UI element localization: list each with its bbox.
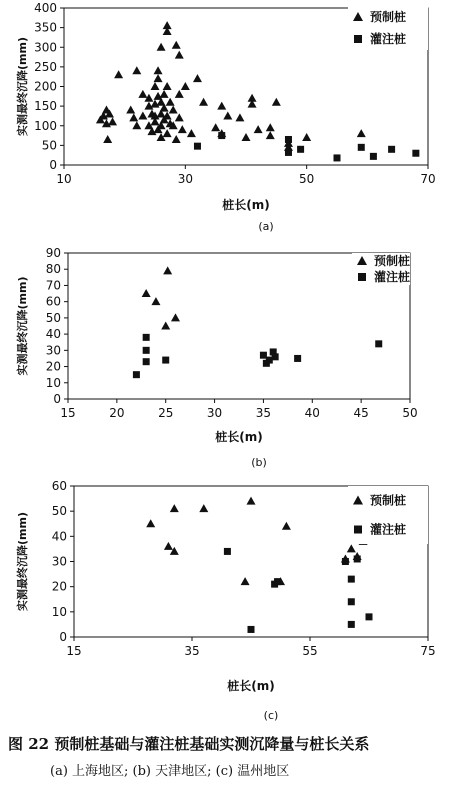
panel-2-y-tick-label: 60: [45, 294, 61, 309]
panel-3-bored-pile-point: [348, 621, 355, 628]
panel-3-x-tick-label: 55: [302, 644, 318, 658]
panel-3-bored-pile-point: [342, 558, 349, 565]
panel-3-x-tick-label: 15: [66, 644, 82, 658]
panel-3-legend-label: 灌注桩: [370, 522, 407, 537]
panel-2-y-tick-label: 40: [45, 327, 61, 342]
panel-1-legend-square-marker: [354, 35, 362, 43]
panel-2-bored-pile-point: [162, 357, 169, 364]
panel-1-precast-pile-point: [175, 90, 184, 98]
panel-1-precast-pile-point: [175, 51, 184, 59]
panel-3-precast-pile-point: [241, 577, 250, 585]
panel-3-bored-pile-point: [248, 626, 255, 633]
panel-2-bored-pile-point: [294, 355, 301, 362]
panel-3-bored-pile-point: [354, 555, 361, 562]
panel-1-precast-pile-point: [266, 123, 275, 131]
panel-3-y-tick-label: 30: [51, 554, 67, 569]
panel-1-precast-pile-point: [154, 74, 163, 82]
panel-1-precast-pile-point: [211, 123, 220, 131]
panel-2-y-axis-title: 实测最终沉降(mm): [16, 276, 29, 376]
panel-2-bored-pile-point: [375, 340, 382, 347]
panel-1-precast-pile-point: [163, 129, 172, 137]
panel-1-precast-pile-point: [199, 98, 208, 106]
panel-2-y-tick-label: 20: [45, 359, 61, 374]
panel-1-y-tick-label: 150: [34, 99, 57, 114]
panel-2-x-axis-title: 桩长(m): [215, 430, 263, 444]
panel-1-x-tick-label: 50: [299, 172, 315, 186]
figure-caption-title: 图 22 预制桩基础与灌注桩基础实测沉降量与桩长关系: [8, 735, 370, 753]
panel-2-x-tick-label: 40: [304, 406, 320, 420]
panel-1-bored-pile-point: [285, 136, 292, 143]
panel-3-precast-pile-point: [170, 504, 179, 512]
panel-1-y-tick-label: 0: [49, 158, 57, 172]
panel-1-precast-pile-point: [172, 135, 181, 143]
panel-1-legend-label: 灌注桩: [370, 32, 407, 46]
panel-1-panel-label: (a): [258, 220, 274, 233]
panel-2-y-tick-label: 80: [45, 262, 61, 277]
panel-1-precast-pile-point: [169, 106, 178, 114]
panel-2-panel-label: (b): [251, 456, 267, 469]
panel-2-y-tick-label: 30: [45, 343, 61, 358]
panel-2-legend-square-marker: [358, 273, 366, 281]
panel-1-precast-pile-point: [193, 74, 202, 82]
panel-1-bored-pile-point: [334, 154, 341, 161]
panel-1-precast-pile-point: [357, 129, 366, 137]
panel-1-x-tick-label: 10: [56, 172, 72, 186]
panel-3-y-axis-title: 实测最终沉降(mm): [16, 512, 29, 611]
panel-1-precast-pile-point: [217, 102, 226, 110]
panel-3-precast-pile-point: [164, 542, 173, 550]
panel-1-bored-pile-point: [358, 144, 365, 151]
panel-1-precast-pile-point: [178, 125, 187, 133]
panel-2-precast-pile-point: [151, 297, 160, 305]
panel-1-precast-pile-point: [126, 106, 135, 114]
panel-1-precast-pile-point: [114, 70, 123, 78]
panel-2-bored-pile-point: [143, 347, 150, 354]
panel-1-precast-pile-point: [302, 133, 311, 141]
panel-2-x-tick-label: 20: [109, 406, 125, 420]
panel-1-bored-pile-point: [285, 149, 292, 156]
panel-1-precast-pile-point: [254, 125, 263, 133]
panel-3-x-tick-label: 35: [184, 644, 200, 658]
panel-3-precast-pile-point: [146, 519, 155, 527]
panel-1-precast-pile-point: [151, 82, 160, 90]
panel-2-y-tick-label: 0: [53, 392, 61, 406]
panel-2-precast-pile-point: [161, 322, 170, 330]
panel-3-x-tick-label: 75: [420, 644, 436, 658]
panel-1-precast-pile-point: [172, 41, 181, 49]
panel-1-precast-pile-point: [157, 43, 166, 51]
panel-1-y-tick-label: 400: [34, 1, 57, 15]
panel-1-y-axis-title: 实测最终沉降(mm): [16, 37, 29, 136]
panel-2-legend-label: 灌注桩: [374, 270, 411, 284]
panel-1-y-tick-label: 300: [34, 40, 57, 55]
panel-3-y-tick-label: 10: [51, 604, 67, 619]
panel-2-x-tick-label: 15: [60, 406, 76, 420]
panel-3-precast-pile-point: [282, 522, 291, 530]
panel-1-precast-pile-point: [138, 111, 147, 119]
panel-3-legend-square-marker: [354, 526, 362, 534]
panel-1-precast-pile-point: [154, 66, 163, 74]
panel-1-precast-pile-point: [235, 113, 244, 121]
panel-1-precast-pile-point: [181, 82, 190, 90]
panel-1-bored-pile-point: [412, 150, 419, 157]
panel-2-bored-pile-point: [143, 358, 150, 365]
panel-3-precast-pile-point: [199, 504, 208, 512]
panel-2-legend-label: 预制桩: [374, 254, 411, 268]
panel-1-x-tick-label: 70: [420, 172, 436, 186]
panel-1-precast-pile-point: [163, 82, 172, 90]
panel-1-y-tick-label: 200: [34, 79, 57, 94]
panel-1-bored-pile-point: [388, 146, 395, 153]
panel-1-precast-pile-point: [187, 129, 196, 137]
panel-2-y-tick-label: 70: [45, 278, 61, 293]
panel-1-y-tick-label: 250: [34, 59, 57, 74]
panel-1-y-tick-label: 350: [34, 20, 57, 35]
panel-1-precast-pile-point: [103, 135, 112, 143]
panel-1-precast-pile-point: [223, 111, 232, 119]
panel-2-x-tick-label: 35: [255, 406, 272, 420]
panel-1-precast-pile-point: [108, 117, 117, 125]
panel-1-legend-label: 预制桩: [370, 10, 407, 24]
panel-1-precast-pile-point: [138, 90, 147, 98]
panel-1-precast-pile-point: [242, 133, 251, 141]
panel-3-legend-label: 预制桩: [370, 493, 407, 508]
figure-caption-subtitle: (a) 上海地区; (b) 天津地区; (c) 温州地区: [50, 764, 290, 779]
panel-2-precast-pile-point: [142, 289, 151, 297]
panel-3-bored-pile-point: [366, 613, 373, 620]
panel-2-precast-pile-point: [171, 313, 180, 321]
panel-2-x-tick-label: 25: [158, 406, 174, 420]
panel-2-bored-pile-point: [133, 371, 140, 378]
panel-1-precast-pile-point: [166, 98, 175, 106]
panel-2-x-tick-label: 50: [402, 406, 418, 420]
panel-1-x-axis-title: 桩长(m): [222, 198, 270, 212]
panel-1-precast-pile-point: [132, 66, 141, 74]
panel-3-precast-pile-point: [347, 544, 356, 552]
panel-1-x-tick-label: 30: [177, 172, 193, 186]
panel-1-precast-pile-point: [266, 131, 275, 139]
panel-1-precast-pile-point: [129, 113, 138, 121]
panel-3-bored-pile-point: [224, 548, 231, 555]
panel-1-bored-pile-point: [297, 146, 304, 153]
panel-3-precast-pile-point: [247, 497, 256, 505]
panel-2-bored-pile-point: [143, 334, 150, 341]
panel-1-precast-pile-point: [132, 121, 141, 129]
panel-2-x-tick-label: 30: [206, 406, 223, 420]
panel-1-bored-pile-point: [194, 143, 201, 150]
panel-1-precast-pile-point: [160, 90, 169, 98]
panel-3-y-tick-label: 0: [59, 630, 67, 644]
panel-3-panel-label: (c): [263, 709, 279, 722]
panel-3-bored-pile-point: [348, 576, 355, 583]
panel-2-y-tick-label: 90: [45, 246, 61, 260]
panel-1-y-tick-label: 100: [34, 118, 57, 133]
panel-2-y-tick-label: 10: [45, 375, 61, 390]
panel-2-y-tick-label: 50: [45, 310, 61, 325]
panel-3-x-axis-title: 桩长(m): [227, 679, 275, 693]
panel-3-bored-pile-point: [274, 578, 281, 585]
panel-3-y-tick-label: 60: [51, 479, 67, 493]
panel-1-y-tick-label: 50: [41, 138, 57, 153]
panel-2-x-tick-label: 45: [353, 406, 369, 420]
panel-3-y-tick-label: 40: [51, 529, 67, 544]
panel-2-bored-pile-point: [272, 353, 279, 360]
panel-3-y-tick-label: 50: [51, 504, 67, 519]
panel-2-precast-pile-point: [163, 266, 172, 274]
panel-1-bored-pile-point: [370, 153, 377, 160]
panel-3-bored-pile-point: [348, 598, 355, 605]
panel-3-y-tick-label: 20: [51, 579, 67, 594]
panel-1-precast-pile-point: [175, 113, 184, 121]
panel-1-bored-pile-point: [218, 132, 225, 139]
panel-1-precast-pile-point: [272, 98, 281, 106]
